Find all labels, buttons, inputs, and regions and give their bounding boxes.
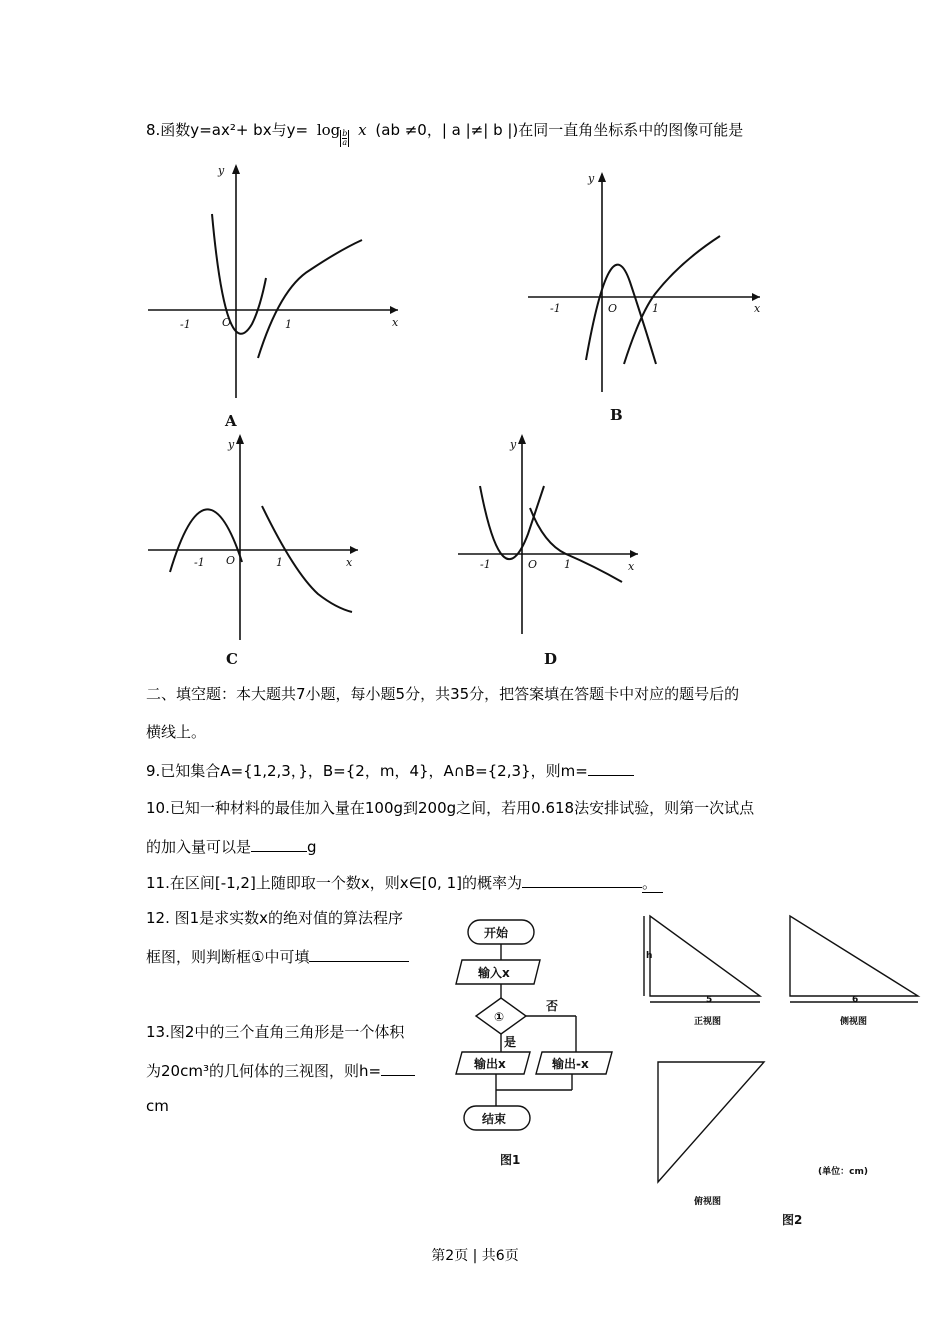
graph-a-one: 1: [285, 318, 292, 331]
graph-d-neg-one: -1: [480, 558, 491, 571]
graph-a-neg-one: -1: [180, 318, 191, 331]
graph-c-one: 1: [276, 556, 283, 569]
q10-unit: g: [307, 838, 317, 856]
q10-answer-blank[interactable]: [251, 836, 307, 852]
tv-front-label: 正视图: [694, 1017, 722, 1027]
q13-line1: 13.图2中的三个直角三角形是一个体积: [146, 1023, 405, 1041]
question-13-unit: [146, 1096, 169, 1116]
graph-d-log-curve: [530, 508, 622, 582]
question-12-cont: [146, 946, 409, 967]
graph-b-neg-one: -1: [550, 302, 561, 315]
graph-d-y-label: y: [510, 438, 517, 451]
question-13-cont: [146, 1060, 415, 1081]
q13-answer-blank[interactable]: [381, 1060, 415, 1076]
tv-side-view: [790, 916, 918, 996]
q9-answer-blank[interactable]: [588, 760, 634, 776]
tv-top-label: 俯视图: [694, 1197, 722, 1207]
tv-unit: (单位：cm): [818, 1167, 868, 1177]
q11-answer-blank[interactable]: [522, 872, 642, 888]
graph-d-one: 1: [564, 558, 571, 571]
graph-b-x-label: x: [754, 302, 761, 315]
section-2-heading: [146, 684, 739, 704]
q8-base-num: b: [342, 129, 348, 138]
q12-line2: 框图，则判断框①中可填: [146, 948, 310, 966]
graph-c-y-label: y: [228, 438, 235, 451]
question-10-cont: [146, 836, 317, 857]
tv-front-view: [650, 916, 760, 996]
q12-line1: 12. 图1是求实数x的绝对值的算法程序: [146, 909, 404, 927]
tv-h: h: [646, 951, 653, 961]
graph-d-origin: O: [528, 558, 538, 571]
three-view-figure-2: [636, 906, 926, 1226]
graph-b-log-curve: [624, 236, 720, 364]
graph-a-x-arrow: [390, 306, 398, 314]
q10-line1: 10.已知一种材料的最佳加入量在100g到200g之间，若用0.618法安排试验，则第一次试点: [146, 799, 755, 817]
graph-c: [144, 432, 374, 672]
q8-log-base: [340, 130, 349, 147]
fc-decision: ①: [494, 1010, 505, 1024]
graph-a-y-label: y: [218, 164, 225, 177]
graph-b-y-arrow: [598, 172, 606, 182]
page-footer: 第2页 | 共6页: [431, 1248, 519, 1264]
graph-d-x-label: x: [628, 560, 635, 573]
tv-five: 5: [706, 995, 713, 1005]
q11-end: 。: [642, 874, 663, 893]
q8-prefix: 8.函数y=ax²+ bx与y=: [146, 121, 309, 139]
graph-d: [454, 432, 674, 672]
graph-a-log-curve: [258, 240, 362, 358]
graph-c-neg-one: -1: [194, 556, 205, 569]
graph-a-label: A: [225, 412, 237, 430]
graph-d-parabola: [480, 486, 544, 559]
graph-a: [140, 158, 400, 428]
graph-c-x-arrow: [350, 546, 358, 554]
fc-out-neg-x: 输出-x: [552, 1057, 589, 1071]
question-9: [146, 760, 634, 781]
graph-d-x-arrow: [630, 550, 638, 558]
graph-d-y-arrow: [518, 434, 526, 444]
fc-out-x: 输出x: [474, 1057, 506, 1071]
graph-c-origin: O: [226, 554, 236, 567]
q10-line2: 的加入量可以是: [146, 838, 252, 856]
graph-a-parabola: [212, 214, 266, 334]
q8-log-expression: [316, 121, 372, 147]
tv-six: 6: [852, 995, 859, 1005]
section-2-line2: 横线上。: [146, 723, 207, 741]
graph-b-parabola: [586, 265, 656, 364]
graph-b-one: 1: [652, 302, 659, 315]
q9-text: 9.已知集合A={1,2,3，}，B={2，m，4}，A∩B={2,3}，则m=: [146, 762, 588, 780]
tv-side-label: 侧视图: [840, 1017, 868, 1027]
q8-var: x: [358, 121, 367, 139]
question-13: [146, 1022, 404, 1042]
graph-b-origin: O: [608, 302, 618, 315]
q8-base-den: a: [342, 138, 348, 147]
q13-line2: 为20cm³的几何体的三视图，则h=: [146, 1062, 382, 1080]
graph-b-label: B: [610, 406, 623, 424]
question-8: [146, 120, 743, 147]
graph-a-y-arrow: [232, 164, 240, 174]
fc-no: 否: [546, 999, 559, 1013]
fc-caption: 图1: [500, 1153, 521, 1167]
fc-input: 输入x: [478, 966, 510, 980]
tv-top-view: [658, 1062, 764, 1182]
graph-d-label: D: [544, 650, 558, 668]
q13-line3: cm: [146, 1097, 169, 1115]
graph-c-label: C: [226, 650, 238, 668]
question-12: [146, 908, 403, 928]
graph-c-y-arrow: [236, 434, 244, 444]
flowchart-figure-1: [448, 912, 618, 1172]
fc-end: 结束: [482, 1112, 507, 1126]
graph-a-x-label: x: [392, 316, 399, 329]
question-10: [146, 798, 754, 818]
fc-start: 开始: [484, 926, 509, 940]
fc-yes: 是: [504, 1035, 517, 1049]
graph-b-y-label: y: [588, 172, 595, 185]
question-11: [146, 872, 663, 893]
q12-answer-blank[interactable]: [309, 946, 409, 962]
tv-caption: 图2: [782, 1213, 803, 1227]
graph-b: [520, 164, 770, 424]
q8-log: log: [316, 121, 341, 139]
graph-a-origin: O: [222, 316, 232, 329]
q8-condition: (ab ≠0，| a |≠| b |)在同一直角坐标系中的图像可能是: [375, 121, 744, 139]
graph-b-x-arrow: [752, 293, 760, 301]
graph-c-x-label: x: [346, 556, 353, 569]
q11-text: 11.在区间[-1,2]上随即取一个数x，则x∈[0, 1]的概率为: [146, 874, 522, 892]
section-2-line1: 二、填空题：本大题共7小题，每小题5分，共35分，把答案填在答题卡中对应的题号后的: [146, 685, 740, 703]
section-2-heading-cont: [146, 722, 206, 742]
